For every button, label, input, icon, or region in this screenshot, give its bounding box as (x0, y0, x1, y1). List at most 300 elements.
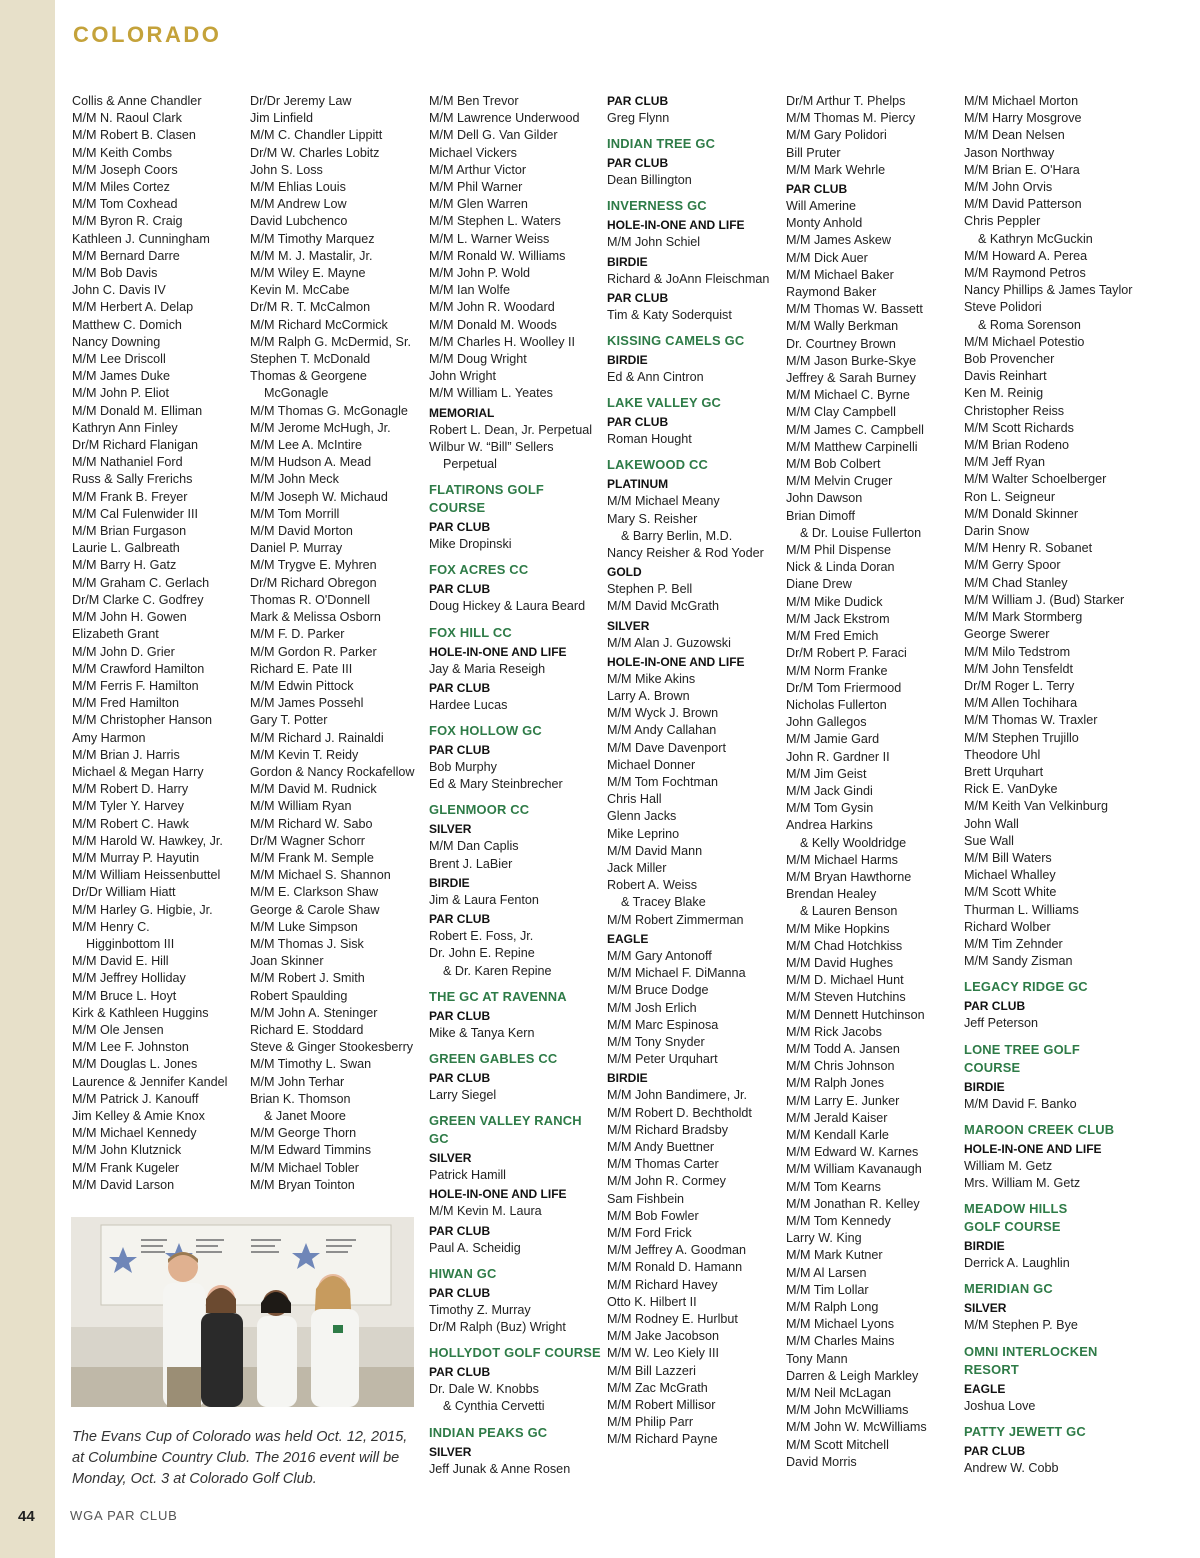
club-heading: KISSING CAMELS GC (607, 333, 745, 349)
member-name: Richard & JoAnn Fleischman (607, 271, 770, 286)
member-name: M/M Richard J. Rainaldi (250, 730, 384, 745)
member-name: M/M Lee F. Johnston (72, 1040, 189, 1055)
member-name: M/M Bob Fowler (607, 1208, 699, 1223)
member-name: M/M Michael Morton (964, 94, 1079, 108)
member-name: Hardee Lucas (429, 697, 508, 712)
member-name: Christopher Reiss (964, 403, 1065, 418)
member-name: Amy Harmon (72, 730, 146, 745)
member-name: M/M Michael F. DiManna (607, 966, 746, 981)
member-name: Chris Hall (607, 792, 662, 807)
member-name: & Janet Moore (264, 1108, 346, 1123)
member-name: Larry Siegel (429, 1087, 497, 1102)
member-name: M/M Henry C. (72, 919, 150, 934)
member-name: Derrick A. Laughlin (964, 1256, 1070, 1271)
member-name: John Wright (429, 369, 496, 384)
member-name: M/M Allen Tochihara (964, 696, 1078, 711)
member-name: Sue Wall (964, 833, 1014, 848)
member-name: Perpetual (443, 457, 497, 472)
member-name: M/M Jim Geist (786, 766, 867, 781)
member-name: Sam Fishbein (607, 1191, 684, 1206)
member-name: Brendan Healey (786, 887, 877, 902)
donor-column-1 (72, 93, 244, 1194)
member-name: M/M W. Leo Kiely III (607, 1346, 719, 1361)
member-name: M/M William Ryan (250, 799, 352, 814)
member-name: Michael Vickers (429, 145, 517, 160)
member-name: M/M Wyck J. Brown (607, 706, 719, 721)
member-name: Mrs. William M. Getz (964, 1175, 1081, 1190)
member-name: M/M John P. Wold (429, 266, 531, 281)
member-name: Michael & Megan Harry (72, 764, 204, 779)
member-name: Richard Wolber (964, 919, 1051, 934)
member-name: Dr/M R. T. McCalmon (250, 300, 371, 315)
member-name: M/M Barry H. Gatz (72, 558, 177, 573)
member-name: M/M Ralph Jones (786, 1076, 884, 1091)
member-name: M/M Scott Richards (964, 420, 1074, 435)
member-name: M/M Joseph Coors (72, 162, 178, 177)
member-name: M/M Douglas L. Jones (72, 1057, 198, 1072)
member-name: M/M Scott White (964, 885, 1057, 900)
member-name: Brent J. LaBier (429, 856, 513, 871)
member-name: Jim & Laura Fenton (429, 892, 539, 907)
member-name: M/M Henry R. Sobanet (964, 541, 1093, 556)
member-name: Larry W. King (786, 1231, 862, 1246)
member-name: Mike & Tanya Kern (429, 1025, 535, 1040)
member-name: M/M Howard A. Perea (964, 248, 1088, 263)
member-name: Kirk & Kathleen Huggins (72, 1005, 209, 1020)
member-name: M/M John Schiel (607, 235, 701, 250)
member-name: M/M Dell G. Van Gilder (429, 128, 558, 143)
membership-level: HOLE-IN-ONE AND LIFE (429, 1187, 567, 1202)
member-name: M/M Tyler Y. Harvey (72, 799, 184, 814)
member-name: & Dr. Karen Repine (443, 963, 552, 978)
club-heading: LAKE VALLEY GC (607, 395, 722, 411)
member-name: M/M Lee A. McIntire (250, 438, 362, 453)
member-name: Daniel P. Murray (250, 541, 343, 556)
member-name: M/M David Patterson (964, 197, 1082, 212)
member-name: Wilbur W. “Bill” Sellers (429, 439, 554, 454)
member-name: M/M Fred Emich (786, 629, 879, 644)
member-name: Brian Dimoff (786, 508, 856, 523)
member-name: & Cynthia Cervetti (443, 1399, 545, 1414)
member-name: M/M Nathaniel Ford (72, 455, 183, 470)
page-title: COLORADO (73, 22, 222, 47)
member-name: M/M Donald M. Elliman (72, 403, 203, 418)
club-heading: GREEN VALLEY RANCH GC (429, 1113, 582, 1147)
member-name: Bob Provencher (964, 352, 1055, 367)
member-name: Dr/M Richard Obregon (250, 575, 377, 590)
membership-level: SILVER (964, 1301, 1007, 1316)
membership-level: PAR CLUB (429, 520, 491, 535)
member-name: Paul A. Scheidig (429, 1240, 521, 1255)
member-name: M/M Ben Trevor (429, 94, 519, 108)
member-name: M/M John Meck (250, 472, 339, 487)
member-name: M/M Bob Colbert (786, 457, 881, 472)
membership-level: PAR CLUB (786, 182, 848, 197)
member-name: M/M Milo Tedstrom (964, 644, 1071, 659)
member-name: M/M Timothy L. Swan (250, 1057, 372, 1072)
page-number: 44 (18, 1508, 35, 1525)
page-side-band (0, 0, 55, 1558)
member-name: Steve & Ginger Stookesberry (250, 1040, 414, 1055)
club-heading: MERIDIAN GC (964, 1281, 1053, 1297)
member-name: Dr. Courtney Brown (786, 336, 896, 351)
donor-column-4 (607, 93, 779, 1449)
member-name: M/M Melvin Cruger (786, 474, 893, 489)
member-name: M/M John R. Woodard (429, 300, 555, 315)
member-name: M/M Robert B. Clasen (72, 128, 196, 143)
member-name: John Dawson (786, 491, 863, 506)
member-name: M/M Dennett Hutchinson (786, 1007, 925, 1022)
member-name: M/M Al Larsen (786, 1265, 867, 1280)
member-name: M/M Richard Havey (607, 1277, 718, 1292)
member-name: Mike Leprino (607, 826, 680, 841)
member-name: M/M James Duke (72, 369, 170, 384)
member-name: M/M Scott Mitchell (786, 1437, 889, 1452)
member-name: Dr/M Tom Friermood (786, 680, 902, 695)
member-name: M/M D. Michael Hunt (786, 973, 904, 988)
member-name: M/M David McGrath (607, 599, 719, 614)
member-name: William M. Getz (964, 1158, 1053, 1173)
member-name: M/M Brian Furgason (72, 524, 187, 539)
member-name: Dr/M Arthur T. Phelps (786, 94, 906, 108)
member-name: M/M Byron R. Craig (72, 214, 183, 229)
membership-level: BIRDIE (964, 1239, 1005, 1254)
member-name: M/M Dick Auer (786, 250, 868, 265)
member-name: M/M Robert Millisor (607, 1397, 716, 1412)
member-name: Ed & Ann Cintron (607, 370, 704, 385)
membership-level: HOLE-IN-ONE AND LIFE (964, 1141, 1102, 1156)
member-name: Larry A. Brown (607, 689, 690, 704)
member-name: Michael Whalley (964, 868, 1056, 883)
member-name: M/M Chad Hotchkiss (786, 938, 903, 953)
member-name: Nancy Reisher & Rod Yoder (607, 546, 764, 561)
member-name: M/M Ian Wolfe (429, 283, 510, 298)
member-name: M/M Michael Lyons (786, 1317, 895, 1332)
member-name: M/M Gary Antonoff (607, 948, 712, 963)
member-name: M/M Larry E. Junker (786, 1093, 900, 1108)
member-name: M/M Tom Gysin (786, 801, 874, 816)
member-name: M/M Donald Skinner (964, 506, 1079, 521)
member-name: Nancy Downing (72, 334, 161, 349)
member-name: M/M Bryan Hawthorne (786, 869, 912, 884)
member-name: M/M Lee Driscoll (72, 352, 166, 367)
member-name: M/M John D. Grier (72, 644, 175, 659)
member-name: M/M Mark Stormberg (964, 610, 1083, 625)
club-heading: MAROON CREEK CLUB (964, 1121, 1115, 1137)
member-name: & Kathryn McGuckin (978, 231, 1093, 246)
membership-level: SILVER (429, 1444, 472, 1459)
club-heading: GOLF COURSE (964, 1219, 1061, 1235)
member-name: Richard E. Pate III (250, 661, 353, 676)
member-name: Bob Murphy (429, 760, 497, 775)
member-name: Bill Pruter (786, 145, 841, 160)
member-name: M/M Bruce Dodge (607, 983, 709, 998)
member-name: & Barry Berlin, M.D. (621, 528, 733, 543)
member-name: M/M Ford Frick (607, 1225, 692, 1240)
member-name: M/M Robert C. Hawk (72, 816, 189, 831)
member-name: M/M Keith Combs (72, 145, 173, 160)
member-name: M/M Michael C. Byrne (786, 388, 910, 403)
member-name: Higginbottom III (86, 936, 175, 951)
member-name: M/M Michael Baker (786, 267, 894, 282)
member-name: George & Carole Shaw (250, 902, 380, 917)
member-name: Ken M. Reinig (964, 386, 1044, 401)
member-name: Greg Flynn (607, 111, 670, 125)
member-name: M/M Brian Rodeno (964, 438, 1069, 453)
member-name: M/M Keith Van Velkinburg (964, 799, 1108, 814)
member-name: M/M Jonathan R. Kelley (786, 1196, 920, 1211)
member-name: M/M Andrew Low (250, 197, 347, 212)
member-name: M/M George Thorn (250, 1126, 357, 1141)
member-name: M/M Tom Morrill (250, 506, 340, 521)
member-name: M/M John McWilliams (786, 1403, 909, 1418)
member-name: & Lauren Benson (800, 904, 898, 919)
membership-level: PAR CLUB (429, 1008, 491, 1023)
membership-level: PAR CLUB (429, 1365, 491, 1380)
member-name: M/M William J. (Bud) Starker (964, 592, 1125, 607)
member-name: Thomas & Georgene (250, 369, 367, 384)
member-name: M/M Jeff Ryan (964, 455, 1045, 470)
member-name: Laurence & Jennifer Kandel (72, 1074, 228, 1089)
club-heading: INDIAN TREE GC (607, 136, 716, 152)
member-name: M/M Dan Caplis (429, 839, 519, 854)
member-name: John C. Davis IV (72, 283, 166, 298)
member-name: Steve Polidori (964, 300, 1042, 315)
member-name: M/M John P. Eliot (72, 386, 170, 401)
member-name: Robert A. Weiss (607, 878, 698, 893)
member-name: M/M David F. Banko (964, 1096, 1077, 1111)
member-name: Robert L. Dean, Jr. Perpetual (429, 422, 593, 437)
member-name: Stephen P. Bell (607, 582, 693, 597)
member-name: M/M Wally Berkman (786, 319, 899, 334)
member-name: Andrew W. Cobb (964, 1460, 1059, 1475)
donor-column-3 (429, 93, 601, 1478)
member-name: M/M Kevin M. Laura (429, 1204, 542, 1219)
member-name: Nick & Linda Doran (786, 560, 895, 575)
member-name: Ed & Mary Steinbrecher (429, 777, 563, 792)
member-name: M/M John A. Steninger (250, 1005, 378, 1020)
member-name: M/M Patrick J. Kanouff (72, 1091, 199, 1106)
club-heading: LAKEWOOD CC (607, 457, 709, 473)
member-name: M/M Thomas M. Piercy (786, 111, 916, 126)
member-name: M/M Matthew Carpinelli (786, 439, 918, 454)
member-name: Joshua Love (964, 1398, 1036, 1413)
member-name: Dr/M W. Charles Lobitz (250, 145, 380, 160)
membership-level: PAR CLUB (964, 1443, 1026, 1458)
member-name: M/M David E. Hill (72, 954, 169, 969)
membership-level: PAR CLUB (607, 94, 669, 108)
member-name: Darin Snow (964, 524, 1030, 539)
club-heading: FLATIRONS GOLF COURSE (429, 482, 544, 516)
membership-level: PAR CLUB (607, 290, 669, 305)
member-name: M/M Cal Fulenwider III (72, 506, 198, 521)
member-name: M/M Walter Schoelberger (964, 472, 1107, 487)
member-name: M/M Thomas W. Bassett (786, 302, 923, 317)
membership-level: EAGLE (607, 931, 649, 946)
member-name: M/M Frank Kugeler (72, 1160, 180, 1175)
member-name: M/M Ralph Long (786, 1300, 879, 1315)
membership-level: EAGLE (964, 1381, 1006, 1396)
member-name: M/M Josh Erlich (607, 1000, 697, 1015)
member-name: M/M David Mann (607, 843, 703, 858)
member-name: Dr/M Roger L. Terry (964, 678, 1075, 693)
membership-level: BIRDIE (607, 353, 648, 368)
member-name: M/M Mike Dudick (786, 594, 883, 609)
member-name: Chris Peppler (964, 214, 1041, 229)
member-name: M/M James C. Campbell (786, 422, 924, 437)
member-name: Jim Linfield (250, 111, 313, 126)
running-footer: WGA PAR CLUB (70, 1508, 178, 1523)
member-name: Mary S. Reisher (607, 511, 698, 526)
member-name: Brian K. Thomson (250, 1091, 351, 1106)
membership-level: BIRDIE (607, 1071, 648, 1086)
member-name: M/M Brian E. O'Hara (964, 162, 1080, 177)
member-name: M/M David Larson (72, 1177, 175, 1192)
member-name: M/M Charles H. Woolley II (429, 334, 576, 349)
member-name: M/M Edward Timmins (250, 1143, 372, 1158)
member-name: M/M Tom Kennedy (786, 1214, 891, 1228)
event-photo (71, 1217, 414, 1407)
member-name: M/M Mark Wehrle (786, 162, 886, 177)
member-name: M/M Alan J. Guzowski (607, 635, 731, 650)
membership-level: PAR CLUB (429, 1223, 491, 1238)
club-heading: RESORT (964, 1361, 1019, 1377)
member-name: Thurman L. Williams (964, 902, 1079, 917)
member-name: M/M Wiley E. Mayne (250, 266, 366, 281)
member-name: M/M David Morton (250, 524, 353, 539)
member-name: David Morris (786, 1454, 857, 1469)
member-name: M/M David M. Rudnick (250, 782, 377, 797)
member-name: M/M Thomas J. Sisk (250, 936, 364, 951)
member-name: Glenn Jacks (607, 809, 677, 824)
member-name: M/M Michael Meany (607, 494, 720, 509)
member-name: Tim & Katy Soderquist (607, 307, 732, 322)
member-name: M/M Tom Coxhead (72, 197, 178, 212)
member-name: M/M Jerome McHugh, Jr. (250, 420, 391, 435)
member-name: M/M Doug Wright (429, 352, 527, 367)
member-name: M/M Bill Lazzeri (607, 1363, 696, 1378)
member-name: M/M Gerry Spoor (964, 558, 1061, 573)
member-name: M/M William L. Yeates (429, 386, 553, 401)
member-name: Thomas R. O'Donnell (250, 592, 370, 607)
member-name: M/M Kevin T. Reidy (250, 747, 359, 762)
member-name: M/M Robert D. Bechtholdt (607, 1105, 752, 1120)
member-name: & Roma Sorenson (978, 317, 1081, 332)
membership-level: HOLE-IN-ONE AND LIFE (607, 654, 745, 669)
member-name: M/M Murray P. Hayutin (72, 850, 200, 865)
member-name: Rick E. VanDyke (964, 782, 1058, 797)
member-name: M/M Chris Johnson (786, 1059, 895, 1074)
member-name: Nicholas Fullerton (786, 697, 887, 712)
member-name: Brett Urquhart (964, 764, 1044, 779)
member-name: M/M Brian J. Harris (72, 747, 180, 762)
member-name: M/M John Bandimere, Jr. (607, 1088, 747, 1103)
membership-level: SILVER (607, 618, 650, 633)
membership-level: SILVER (429, 822, 472, 837)
member-name: M/M Frank M. Semple (250, 850, 374, 865)
membership-level: GOLD (607, 565, 642, 580)
member-name: M/M Michael Tobler (250, 1160, 359, 1175)
membership-level: PAR CLUB (429, 1285, 491, 1300)
member-name: M/M Ralph G. McDermid, Sr. (250, 334, 411, 349)
member-name: M/M Tim Zehnder (964, 936, 1063, 951)
member-name: M/M John H. Gowen (72, 610, 187, 625)
member-name: M/M E. Clarkson Shaw (250, 885, 379, 900)
member-name: M/M Herbert A. Delap (72, 300, 194, 315)
member-name: M/M Michael Potestio (964, 334, 1085, 349)
member-name: M/M Bruce L. Hoyt (72, 988, 177, 1003)
member-name: Mike Dropinski (429, 537, 512, 552)
member-name: M/M Jack Gindi (786, 783, 873, 798)
club-heading: INVERNESS GC (607, 198, 707, 214)
member-name: M/M Jason Burke-Skye (786, 353, 917, 368)
member-name: M/M Tim Lollar (786, 1282, 869, 1297)
member-name: M/M Charles Mains (786, 1334, 895, 1349)
member-name: M/M Richard McCormick (250, 317, 388, 332)
member-name: Dr/M Ralph (Buz) Wright (429, 1319, 566, 1334)
member-name: M/M Andy Callahan (607, 723, 717, 738)
membership-level: PAR CLUB (607, 156, 669, 171)
member-name: M/M Jeffrey A. Goodman (607, 1243, 747, 1258)
member-name: Dr. John E. Repine (429, 946, 535, 961)
member-name: George Swerer (964, 627, 1050, 642)
member-name: Dr. Dale W. Knobbs (429, 1382, 539, 1397)
member-name: M/M William Heissenbuttel (72, 868, 221, 883)
member-name: M/M John R. Cormey (607, 1174, 726, 1189)
club-heading: GREEN GABLES CC (429, 1050, 558, 1066)
member-name: Raymond Baker (786, 285, 877, 300)
member-name: M/M F. D. Parker (250, 627, 345, 642)
membership-level: MEMORIAL (429, 405, 495, 420)
member-name: M/M Stephen L. Waters (429, 214, 561, 229)
donor-column-6 (964, 93, 1136, 1477)
club-heading: LEGACY RIDGE GC (964, 979, 1088, 995)
member-name: John S. Loss (250, 162, 323, 177)
member-name: M/M Donald M. Woods (429, 317, 557, 332)
member-name: M/M Fred Hamilton (72, 696, 180, 711)
club-heading: FOX HOLLOW GC (429, 723, 542, 739)
member-name: Monty Anhold (786, 216, 863, 231)
member-name: M/M John Orvis (964, 180, 1053, 195)
member-name: M/M Jack Ekstrom (786, 611, 890, 626)
member-name: M/M Norm Franke (786, 663, 888, 678)
member-name: M/M Bryan Tointon (250, 1177, 355, 1192)
member-name: Andrea Harkins (786, 818, 873, 833)
member-name: Robert Spaulding (250, 988, 348, 1003)
member-name: Jack Miller (607, 861, 667, 876)
member-name: M/M Michael Kennedy (72, 1126, 197, 1141)
member-name: M/M Joseph W. Michaud (250, 489, 388, 504)
member-name: Diane Drew (786, 577, 852, 592)
member-name: John Gallegos (786, 715, 867, 730)
member-name: M/M Philip Parr (607, 1415, 694, 1430)
club-heading: HIWAN GC (429, 1265, 497, 1281)
member-name: M/M Miles Cortez (72, 180, 170, 195)
member-name: M/M Tom Kearns (786, 1179, 881, 1194)
member-name: Russ & Sally Frerichs (72, 472, 193, 487)
member-name: M/M Ronald W. Williams (429, 248, 566, 263)
member-name: M/M Stephen Trujillo (964, 730, 1079, 745)
member-name: M/M Graham C. Gerlach (72, 575, 210, 590)
member-name: M/M Arthur Victor (429, 162, 527, 177)
member-name: Patrick Hamill (429, 1168, 506, 1183)
member-name: M/M Harry Mosgrove (964, 111, 1082, 126)
member-name: M/M N. Raoul Clark (72, 111, 182, 126)
member-name: M/M Clay Campbell (786, 405, 896, 420)
member-name: M/M James Askew (786, 233, 891, 248)
member-name: Stephen T. McDonald (250, 352, 371, 367)
member-name: Dean Billington (607, 173, 692, 188)
